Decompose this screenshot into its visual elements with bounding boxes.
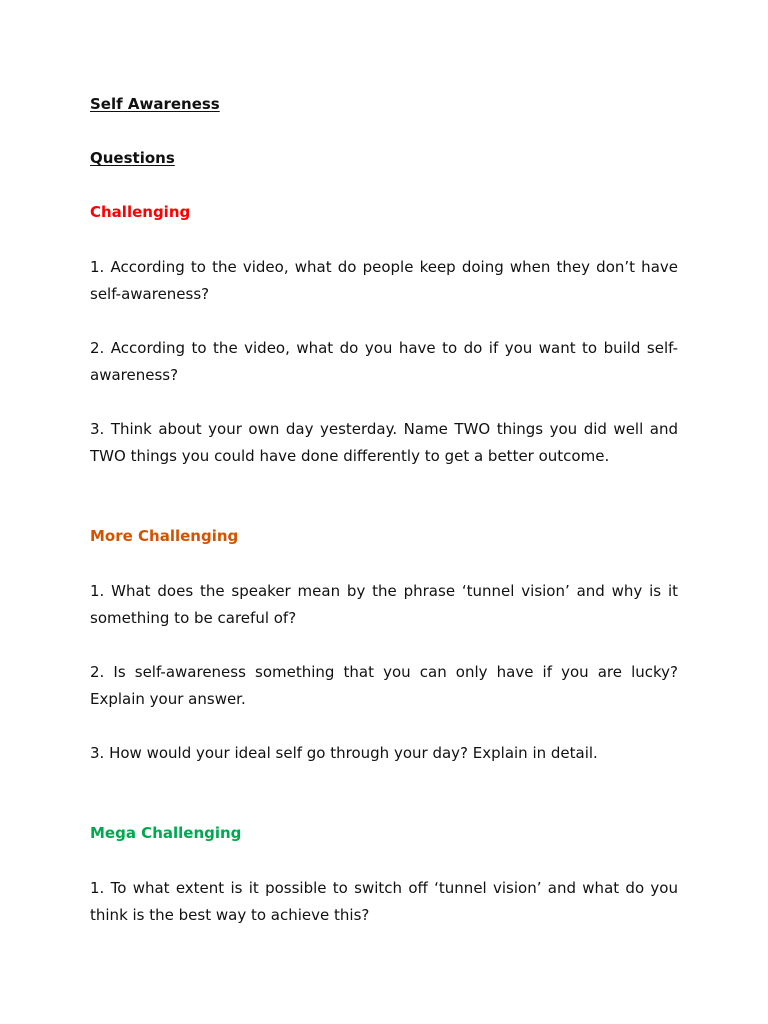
section-heading-more-challenging: More Challenging (90, 527, 239, 545)
question-challenging-3: 3. Think about your own day yesterday. Name TWO things you did well and TWO things you could have done differently to get a better outcome. (90, 420, 678, 465)
question-more-challenging-1: 1. What does the speaker mean by the phrase ‘tunnel vision’ and why is it something to be careful of? (90, 582, 678, 627)
question-challenging-1: 1. According to the video, what do people keep doing when they don’t have self-awareness? (90, 258, 678, 303)
document-title: Self Awareness (90, 95, 220, 113)
question-more-challenging-2: 2. Is self-awareness something that you can only have if you are lucky? Explain your answer. (90, 663, 678, 708)
question-challenging-2: 2. According to the video, what do you have to do if you want to build self-awareness? (90, 339, 678, 384)
section-heading-challenging: Challenging (90, 203, 191, 221)
questions-heading: Questions (90, 149, 175, 167)
question-mega-challenging-1: 1. To what extent is it possible to switch off ‘tunnel vision’ and what do you think is the best way to achieve this? (90, 879, 678, 924)
section-heading-mega-challenging: Mega Challenging (90, 824, 242, 842)
question-more-challenging-3: 3. How would your ideal self go through your day? Explain in detail. (90, 744, 598, 762)
worksheet-page (90, 92, 678, 956)
